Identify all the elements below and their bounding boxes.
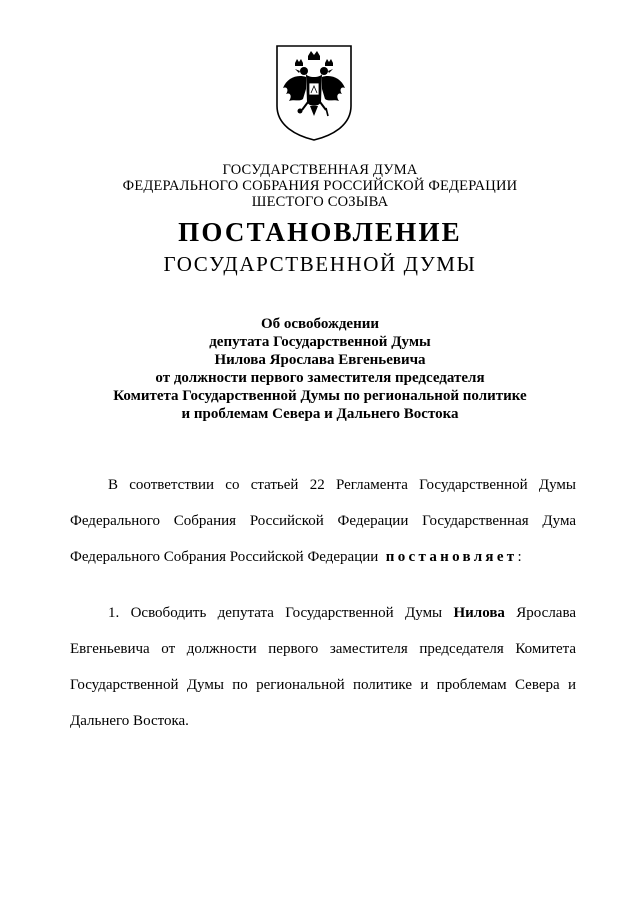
resolves-keyword: постановляет: [385, 549, 518, 565]
subject-line-2: депутата Государственной Думы: [209, 334, 431, 350]
org-line-federal-assembly: ФЕДЕРАЛЬНОГО СОБРАНИЯ РОССИЙСКОЙ ФЕДЕРАЦИИ: [122, 178, 518, 194]
org-line-convocation: ШЕСТОГО СОЗЫВА: [251, 194, 389, 210]
item-1-line-1: [108, 604, 576, 622]
document-type-title: ПОСТАНОВЛЕНИЕ: [178, 217, 462, 247]
coat-of-arms-emblem: [275, 44, 353, 142]
subject-line-1: Об освобождении: [260, 316, 380, 332]
subject-line-6: и проблемам Севера и Дальнего Востока: [181, 406, 459, 422]
resolves-colon: :: [517, 549, 522, 565]
preamble-line-2: Федерального Собрания Российской Федерации Государственная Дума: [70, 513, 576, 529]
item-1-start: 1. Освободить депутата Государственной Думы: [108, 605, 443, 621]
deputy-surname: Нилова: [453, 605, 505, 621]
subject-line-3: Нилова Ярослава Евгеньевича: [214, 352, 426, 368]
org-line-duma: ГОСУДАРСТВЕННАЯ ДУМА: [222, 162, 418, 178]
document-type-subtitle: ГОСУДАРСТВЕННОЙ ДУМЫ: [163, 252, 477, 276]
preamble-line-3-text: Федерального Собрания Российской Федерации: [70, 549, 379, 565]
preamble-line-1: В соответствии со статьей 22 Регламента Государственной Думы: [108, 477, 576, 493]
subject-line-5: Комитета Государственной Думы по региональной политике: [113, 388, 527, 404]
preamble-line-3: [70, 548, 576, 566]
item-1-after-name: Ярослава: [516, 605, 577, 621]
subject-line-4: от должности первого заместителя председателя: [155, 370, 485, 386]
item-1-line-2: Евгеньевича от должности первого заместителя председателя Комитета: [70, 641, 576, 657]
item-1-line-4: Дальнего Востока.: [70, 713, 189, 729]
item-1-line-3: Государственной Думы по региональной политике и проблемам Севера и: [70, 677, 576, 693]
